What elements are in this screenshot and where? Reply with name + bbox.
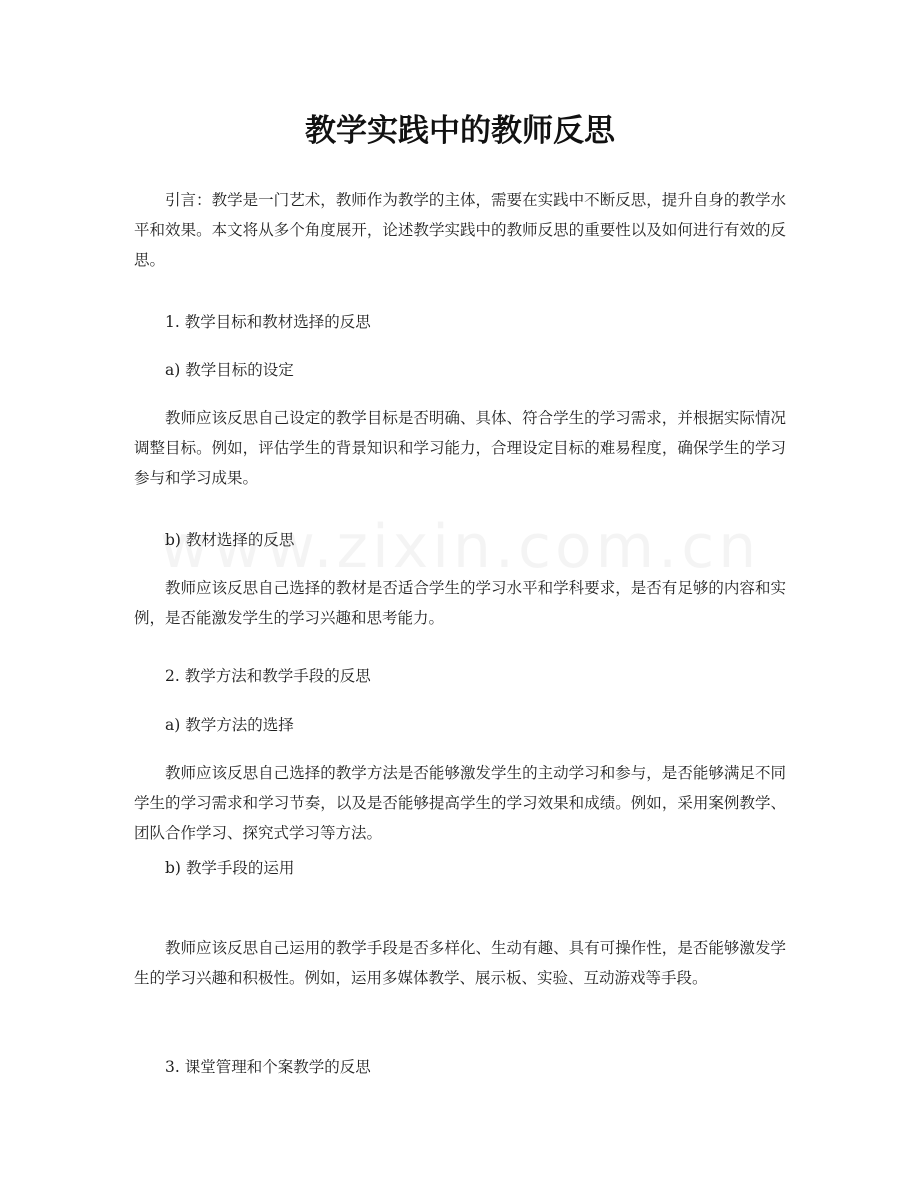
section-2b-paragraph: 教师应该反思自己运用的教学手段是否多样化、生动有趣、具有可操作性，是否能够激发学生的学习兴趣和积极性。例如，运用多媒体教学、展示板、实验、互动游戏等手段。 [134, 939, 786, 987]
section-1a-paragraph: 教师应该反思自己设定的教学目标是否明确、具体、符合学生的学习需求，并根据实际情况调整目标。例如，评估学生的背景知识和学习能力，合理设定目标的难易程度，确保学生的学习参与和学习成果。 [134, 409, 786, 487]
document-title: 教学实践中的教师反思 [305, 113, 615, 149]
watermark-text [0, 512, 920, 582]
section-2b-heading: b) 教学手段的运用 [165, 859, 295, 877]
section-2a-paragraph: 教师应该反思自己选择的教学方法是否能够激发学生的主动学习和参与，是否能够满足不同学生的学习需求和学习节奏，以及是否能够提高学生的学习效果和成绩。例如，采用案例教学、团队合作学习、探究式学习等方法。 [134, 764, 786, 842]
section-1-heading: 1. 教学目标和教材选择的反思 [165, 313, 371, 331]
section-3-heading: 3. 课堂管理和个案教学的反思 [165, 1058, 371, 1076]
intro-paragraph: 引言：教学是一门艺术，教师作为教学的主体，需要在实践中不断反思，提升自身的教学水平和效果。本文将从多个角度展开，论述教学实践中的教师反思的重要性以及如何进行有效的反思。 [134, 191, 786, 269]
section-1b-paragraph: 教师应该反思自己选择的教材是否适合学生的学习水平和学科要求，是否有足够的内容和实例，是否能激发学生的学习兴趣和思考能力。 [134, 579, 786, 627]
section-2a-heading: a) 教学方法的选择 [165, 716, 294, 734]
section-1a-heading: a) 教学目标的设定 [165, 361, 294, 379]
section-2-heading: 2. 教学方法和教学手段的反思 [165, 667, 371, 685]
section-1b-heading: b) 教材选择的反思 [165, 531, 295, 549]
